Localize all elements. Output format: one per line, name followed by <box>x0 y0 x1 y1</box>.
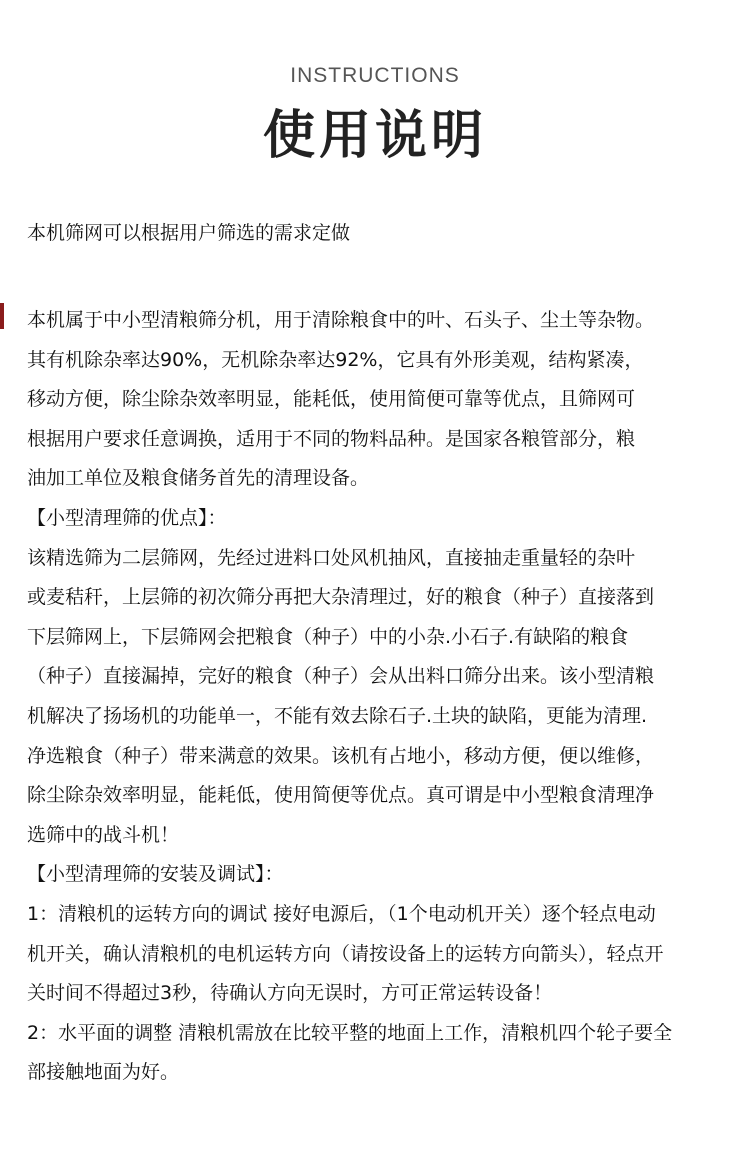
body-line: 本机属于中小型清粮筛分机，用于清除粮食中的叶、石头子、尘土等杂物。 <box>27 309 655 331</box>
body-text <box>27 301 727 1093</box>
body-line: 该精选筛为二层筛网，先经过进料口处风机抽风，直接抽走重量轻的杂叶 <box>27 546 636 569</box>
body-line: 1：清粮机的运转方向的调试 接好电源后，（1个电动机开关）逐个轻点电动 <box>27 902 656 925</box>
body-line: 除尘除杂效率明显，能耗低，使用简便等优点。真可谓是中小型粮食清理净 <box>27 784 655 807</box>
body-line: 根据用户要求任意调换，适用于不同的物料品种。是国家各粮管部分，粮 <box>27 427 636 450</box>
body-line: 油加工单位及粮食储务首先的清理设备。 <box>27 467 370 490</box>
section-subtitle-en: INSTRUCTIONS <box>290 64 460 87</box>
section-heading-advantages: 【小型清理筛的优点】： <box>27 506 227 529</box>
body-line: 关时间不得超过3秒，待确认方向无误时，方可正常运转设备！ <box>27 982 553 1005</box>
body-line: 移动方便，除尘除杂效率明显，能耗低，使用简便可靠等优点，且筛网可 <box>27 388 636 411</box>
accent-mark <box>0 303 4 329</box>
body-line: 或麦秸秆，上层筛的初次筛分再把大杂清理过，好的粮食（种子）直接落到 <box>27 586 655 609</box>
body-line: 下层筛网上，下层筛网会把粮食（种子）中的小杂.小石子.有缺陷的粮食 <box>27 625 629 648</box>
intro-text: 本机筛网可以根据用户筛选的需求定做 <box>27 222 351 244</box>
body-line: 部接触地面为好。 <box>27 1061 180 1084</box>
body-line: 其有机除杂率达90%，无机除杂率达92%，它具有外形美观，结构紧凑， <box>27 348 644 371</box>
body-line: 选筛中的战斗机！ <box>27 823 180 846</box>
body-line: 净选粮食（种子）带来满意的效果。该机有占地小，移动方便，便以维修， <box>27 744 655 767</box>
section-heading-installation: 【小型清理筛的安装及调试】： <box>27 863 284 886</box>
page-title: 使用说明 <box>262 106 487 166</box>
body-line: 机解决了扬场机的功能单一，不能有效去除石子.土块的缺陷，更能为清理. <box>27 704 648 727</box>
body-line: 机开关，确认清粮机的电机运转方向（请按设备上的运转方向箭头），轻点开 <box>27 942 664 965</box>
body-line: 2：水平面的调整 清粮机需放在比较平整的地面上工作，清粮机四个轮子要全 <box>27 1021 673 1044</box>
body-line: （种子）直接漏掉，完好的粮食（种子）会从出料口筛分出来。该小型清粮 <box>27 665 655 688</box>
